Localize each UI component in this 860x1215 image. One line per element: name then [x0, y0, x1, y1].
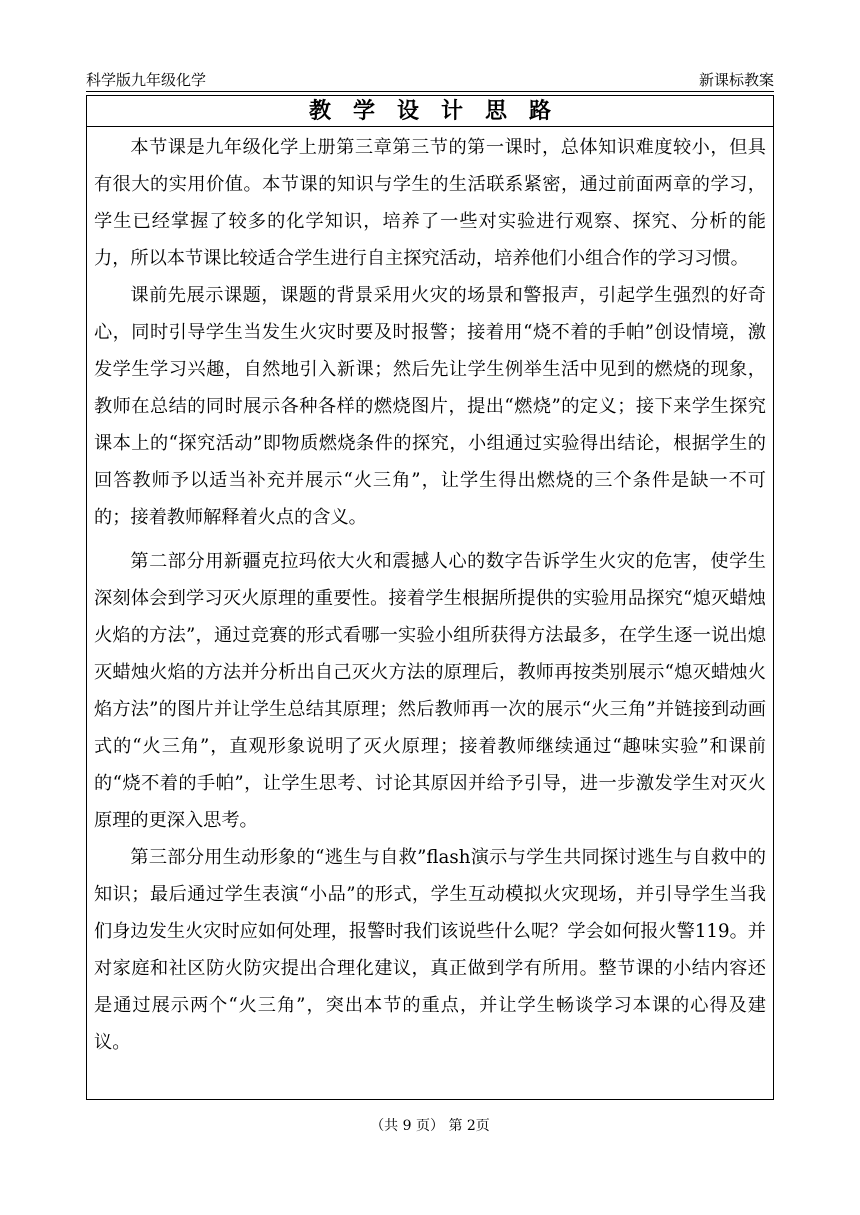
paragraph-part-two: 第二部分用新疆克拉玛依大火和震撼人心的数字告诉学生火灾的危害，使学生深刻体会到学习灭火原理的重要性。接着学生根据所提供的实验用品探究“熄灭蜡烛火焰的方法”，通过竞赛的形式看哪一实验小组所获得方法最多，在学生逐一说出熄灭蜡烛火焰的方法并分析出自己灭火方法的原理后，教师再按类别展示“熄灭蜡烛火焰方法”的图片并让学生总结其原理；然后教师再一次的展示“火三角”并链接到动画式的“火三角”，直观形象说明了灭火原理；接着教师继续通过“趣味实验”和课前的“烧不着的手帕”，让学生思考、讨论其原因并给予引导，进一步激发学生对灭火原理的更深入思考。 [94, 551, 766, 831]
header-doc-type: 新课标教案 [698, 71, 774, 89]
header-course-name: 科学版九年级化学 [86, 71, 207, 89]
page-number: （共 9 页） 第 2页 [370, 1118, 490, 1134]
content-table [86, 95, 774, 1100]
section-body [87, 127, 773, 1061]
paragraph-part-three: 第三部分用生动形象的“逃生与自救”flash演示与学生共同探讨逃生与自救中的知识；最后通过学生表演“小品”的形式，学生互动模拟火灾现场，并引导学生当我们身边发生火灾时应如何处理，报警时我们该说些什么呢？学会如何报火警119。并对家庭和社区防火防灾提出合理化建议，真正做到学有所用。整节课的小结内容还是通过展示两个“火三角”，突出本节的重点，并让学生畅谈学习本课的心得及建议。 [94, 847, 766, 1053]
paragraph-intro: 本节课是九年级化学上册第三章第三节的第一课时，总体知识难度较小，但具有很大的实用价值。本节课的知识与学生的生活联系紧密，通过前面两章的学习，学生已经掌握了较多的化学知识，培养了一些对实验进行观察、探究、分析的能力，所以本节课比较适合学生进行自主探究活动，培养他们小组合作的学习习惯。 [94, 137, 766, 269]
paragraph-part-one: 课前先展示课题，课题的背景采用火灾的场景和警报声，引起学生强烈的好奇心，同时引导学生当发生火灾时要及时报警；接着用“烧不着的手帕”创设情境，激发学生学习兴趣，自然地引入新课；然后先让学生例举生活中见到的燃烧的现象，教师在总结的同时展示各种各样的燃烧图片，提出“燃烧”的定义；接下来学生探究课本上的“探究活动”即物质燃烧条件的探究，小组通过实验得出结论，根据学生的回答教师予以适当补充并展示“火三角”，让学生得出燃烧的三个条件是缺一不可的；接着教师解释着火点的含义。 [94, 285, 766, 528]
header-divider [86, 91, 774, 92]
section-title: 教学设计思路 [87, 96, 773, 127]
